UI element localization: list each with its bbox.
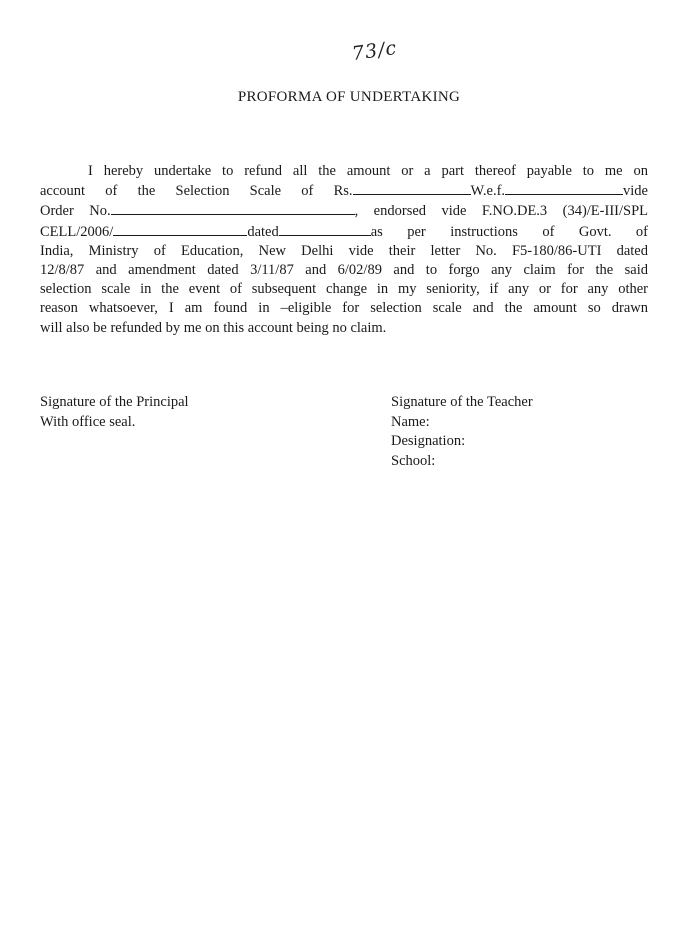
paragraph-text: , endorsed vide F.NO.DE.3 (34)/E-III/SPL (354, 203, 648, 220)
teacher-signature-block (391, 393, 533, 471)
paragraph-text: W.e.f. (470, 183, 506, 200)
order-number-blank[interactable] (111, 201, 355, 215)
wef-date-blank[interactable] (505, 181, 623, 195)
paragraph-line (40, 201, 648, 221)
teacher-designation-field: Designation: (391, 433, 466, 449)
teacher-school-field: School: (391, 452, 436, 469)
paragraph-line (40, 222, 648, 242)
paragraph-text: vide (623, 183, 648, 200)
paragraph-line (40, 181, 648, 201)
paragraph-line: selection scale in the event of subsequent change in my seniority, if any or for any other (40, 281, 648, 298)
paragraph-text: dated (247, 223, 279, 240)
office-seal-label: With office seal. (40, 413, 136, 430)
paragraph-text: CELL/2006/ (40, 223, 114, 240)
paragraph-line: 12/8/87 and amendment dated 3/11/87 and 6/02/89 and to forgo any claim for the said (40, 262, 648, 279)
teacher-signature-label: Signature of the Teacher (391, 394, 533, 410)
paragraph-line: will also be refunded by me on this account being no claim. (40, 319, 387, 336)
principal-signature-label: Signature of the Principal (40, 394, 189, 410)
paragraph-line: I hereby undertake to refund all the amount or a part thereof payable to me on (88, 163, 648, 179)
paragraph-line: reason whatsoever, I am found in –eligible for selection scale and the amount so drawn (40, 300, 648, 317)
principal-signature-block (40, 393, 189, 432)
paragraph-line: India, Ministry of Education, New Delhi vide their letter No. F5-180/86-UTI dated (40, 242, 648, 259)
document-title: PROFORMA OF UNDERTAKING (237, 89, 461, 105)
handwritten-page-number: 73/c (350, 36, 399, 66)
dated-blank[interactable] (279, 222, 371, 236)
paragraph-text: Order No. (40, 203, 111, 220)
selection-scale-blank[interactable] (353, 181, 471, 195)
undertaking-paragraph (40, 162, 648, 338)
cell-number-blank[interactable] (113, 222, 247, 236)
teacher-name-field: Name: (391, 413, 430, 430)
paragraph-text: account of the Selection Scale of Rs. (40, 183, 353, 200)
paragraph-text: as per instructions of Govt. of (370, 223, 648, 240)
